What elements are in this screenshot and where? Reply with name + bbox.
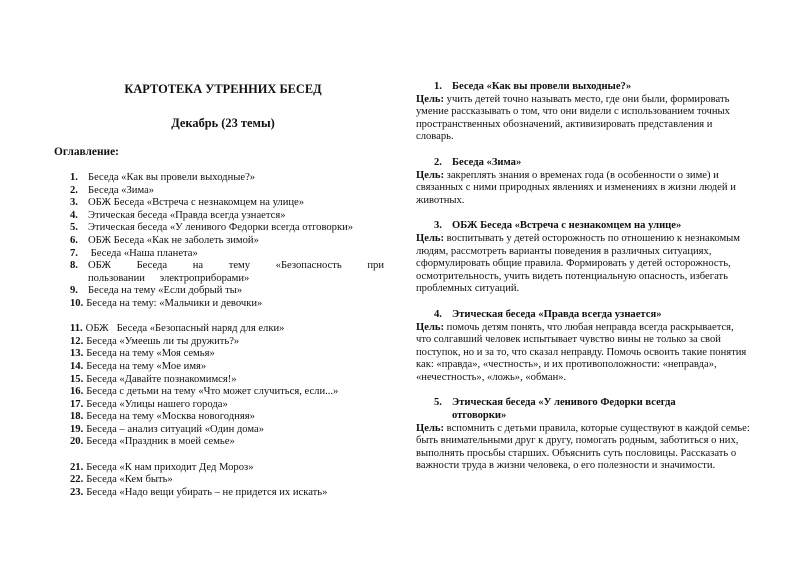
toc-item-number: 5. (70, 222, 78, 234)
goal-text: воспитывать у детей осторожность по отношению к незнакомым людям, рассмотреть варианты поведения в различных ситуациях, сформулировать общие правила. Формировать у детей осторожность, осмотрительность, учить видеть потенциальную опасность, избегать проблемных ситуаций. (416, 232, 740, 295)
topic-goal (416, 233, 751, 296)
toc-item-number: 14. (70, 360, 84, 372)
toc-item (54, 222, 384, 235)
left-column (54, 82, 384, 499)
toc-item-number: 13. (70, 348, 84, 360)
toc-item-text: Беседа на тему «Москва новогодняя» (86, 411, 255, 423)
toc-item-text: ОБЖ Беседа на тему «Безопасность при пользовании электроприборами» (88, 260, 384, 284)
toc-item (54, 424, 384, 437)
toc-item-number: 11. (70, 323, 83, 335)
toc-item-text: Беседа на тему «Моя семья» (86, 348, 215, 360)
topic-title (416, 309, 751, 322)
topic-section (416, 157, 751, 207)
topic-title (416, 220, 751, 233)
topic-title (416, 157, 751, 170)
toc-item (54, 374, 384, 387)
toc-item-number: 10. (70, 297, 84, 309)
topic-number: 2. (434, 156, 442, 168)
topic-number: 3. (434, 220, 442, 232)
topic-title-text: Беседа «Зима» (452, 156, 522, 168)
toc-item-number: 1. (70, 172, 78, 183)
toc-item-number: 17. (70, 398, 84, 410)
toc-item-number: 20. (70, 436, 84, 448)
goal-label: Цель: (416, 93, 445, 105)
toc-item-number: 8. (70, 260, 78, 272)
goal-text: учить детей точно называть место, где они были, формировать умение рассказывать о том, что они видели с использованием точных пространственных обозначений, активизировать представления и словарь. (416, 93, 730, 143)
topic-section (416, 81, 751, 144)
toc-item (54, 411, 384, 424)
toc-item (54, 285, 384, 298)
toc-item (54, 487, 384, 500)
toc-item-number: 18. (70, 411, 84, 423)
toc-item-number: 3. (70, 197, 78, 209)
toc-item (54, 348, 384, 361)
toc-item (54, 210, 384, 223)
toc-item-number: 15. (70, 373, 84, 385)
toc-item-text: Беседа «Улицы нашего города» (86, 398, 228, 410)
goal-label: Цель: (416, 169, 445, 181)
toc-item (54, 248, 384, 261)
goal-label: Цель: (416, 232, 445, 244)
toc-spacer (54, 311, 384, 324)
topic-section (416, 397, 751, 473)
toc-item (54, 235, 384, 248)
toc-item (54, 399, 384, 412)
toc-item-number: 22. (70, 474, 84, 486)
toc-item (54, 260, 384, 285)
toc-item-text: Этическая беседа «У ленивого Федорки всегда отговорки» (88, 222, 354, 234)
goal-text: помочь детям понять, что любая неправда всегда раскрывается, что солгавший человек испытывает чувство вины не только за свой поступок, но и за то, что сказал неправду. Помочь освоить такие понятия как: «правда», «честность», и их противоположности: «неправда», «нечестность», «ложь», «обман». (416, 321, 747, 383)
toc-item (54, 361, 384, 374)
toc-item-text: ОБЖ Беседа «Встреча с незнакомцем на улице» (88, 197, 305, 209)
topic-title-text: ОБЖ Беседа «Встреча с незнакомцем на улице» (452, 220, 682, 232)
goal-text: вспомнить с детьми правила, которые существуют в каждой семье: быть внимательными друг к другу, помогать родным, заботиться о них, выполнять просьбы старших. Объяснить суть пословицы. Рассказать о важности труда в жизни человека, о его полезности и значимости. (416, 422, 750, 472)
toc-item (54, 436, 384, 449)
toc-item (54, 474, 384, 487)
toc-item (54, 386, 384, 399)
toc-item (54, 298, 384, 311)
toc-item-text: Беседа «Как вы провели выходные?» (88, 172, 256, 183)
topic-goal (416, 170, 751, 208)
toc-item (54, 462, 384, 475)
topic-number: 4. (434, 308, 442, 320)
goal-text: закреплять знания о временах года (в особенности о зиме) и связанных с ними природных явлениях и изменениях в жизни людей и животных. (416, 169, 736, 206)
topic-title (416, 397, 751, 422)
toc-item-number: 4. (70, 209, 78, 221)
toc-item (54, 197, 384, 210)
topic-goal (416, 423, 751, 473)
toc-item-text: Беседа «Зима» (88, 184, 155, 196)
topic-section (416, 309, 751, 385)
toc-item-text: Беседа «Праздник в моей семье» (86, 436, 235, 448)
toc-item-number: 7. (70, 247, 78, 259)
toc-item-text: Беседа «К нам приходит Дед Мороз» (86, 461, 254, 473)
toc-item (54, 336, 384, 349)
toc-item-text: Беседа на тему «Мое имя» (86, 360, 207, 372)
toc-item-number: 21. (70, 461, 84, 473)
topic-goal (416, 94, 751, 144)
topic-number: 1. (434, 81, 442, 92)
goal-label: Цель: (416, 321, 445, 333)
topic-number: 5. (434, 397, 442, 409)
topic-title (416, 81, 751, 94)
toc-heading: Оглавление: (54, 146, 119, 158)
toc-item-number: 9. (70, 285, 78, 297)
toc-item-text: Беседа на тему «Если добрый ты» (88, 285, 243, 297)
toc-item (54, 172, 384, 185)
right-column (416, 81, 751, 486)
toc-item-text: Беседа на тему: «Мальчики и девочки» (86, 297, 263, 309)
document-title: КАРТОТЕКА УТРЕННИХ БЕСЕД (124, 82, 322, 96)
topic-section (416, 220, 751, 296)
toc-item-text: Беседа – анализ ситуаций «Один дома» (86, 423, 265, 435)
topic-title-text: Этическая беседа «У ленивого Федорки всегда отговорки» (452, 397, 676, 422)
toc-item-text: ОБЖ Беседа «Безопасный наряд для елки» (85, 323, 285, 335)
toc-item-text: Беседа «Наша планета» (88, 247, 198, 259)
toc-item-number: 23. (70, 486, 84, 498)
toc-item-text: Беседа с детьми на тему «Что может случиться, если...» (86, 386, 339, 398)
toc-item-text: Беседа «Давайте познакомимся!» (86, 373, 237, 385)
topic-title-text: Беседа «Как вы провели выходные?» (452, 81, 632, 92)
topic-goal (416, 322, 751, 385)
toc-spacer (54, 449, 384, 462)
toc-item-number: 16. (70, 386, 84, 398)
table-of-contents (54, 172, 384, 499)
toc-item-number: 19. (70, 423, 84, 435)
toc-item-number: 6. (70, 234, 78, 246)
toc-item (54, 185, 384, 198)
toc-item-text: Беседа «Кем быть» (86, 474, 173, 486)
toc-item-text: Этическая беседа «Правда всегда узнается» (88, 209, 286, 221)
toc-item-text: Беседа «Надо вещи убирать – не придется их искать» (86, 486, 328, 498)
document-subtitle: Декабрь (23 темы) (171, 116, 275, 130)
toc-item (54, 323, 384, 336)
toc-item-number: 12. (70, 335, 84, 347)
toc-item-number: 2. (70, 184, 78, 196)
topic-title-text: Этическая беседа «Правда всегда узнается» (452, 308, 662, 320)
toc-item-text: ОБЖ Беседа «Как не заболеть зимой» (88, 234, 259, 246)
goal-label: Цель: (416, 422, 445, 434)
toc-item-text: Беседа «Умеешь ли ты дружить?» (86, 335, 240, 347)
